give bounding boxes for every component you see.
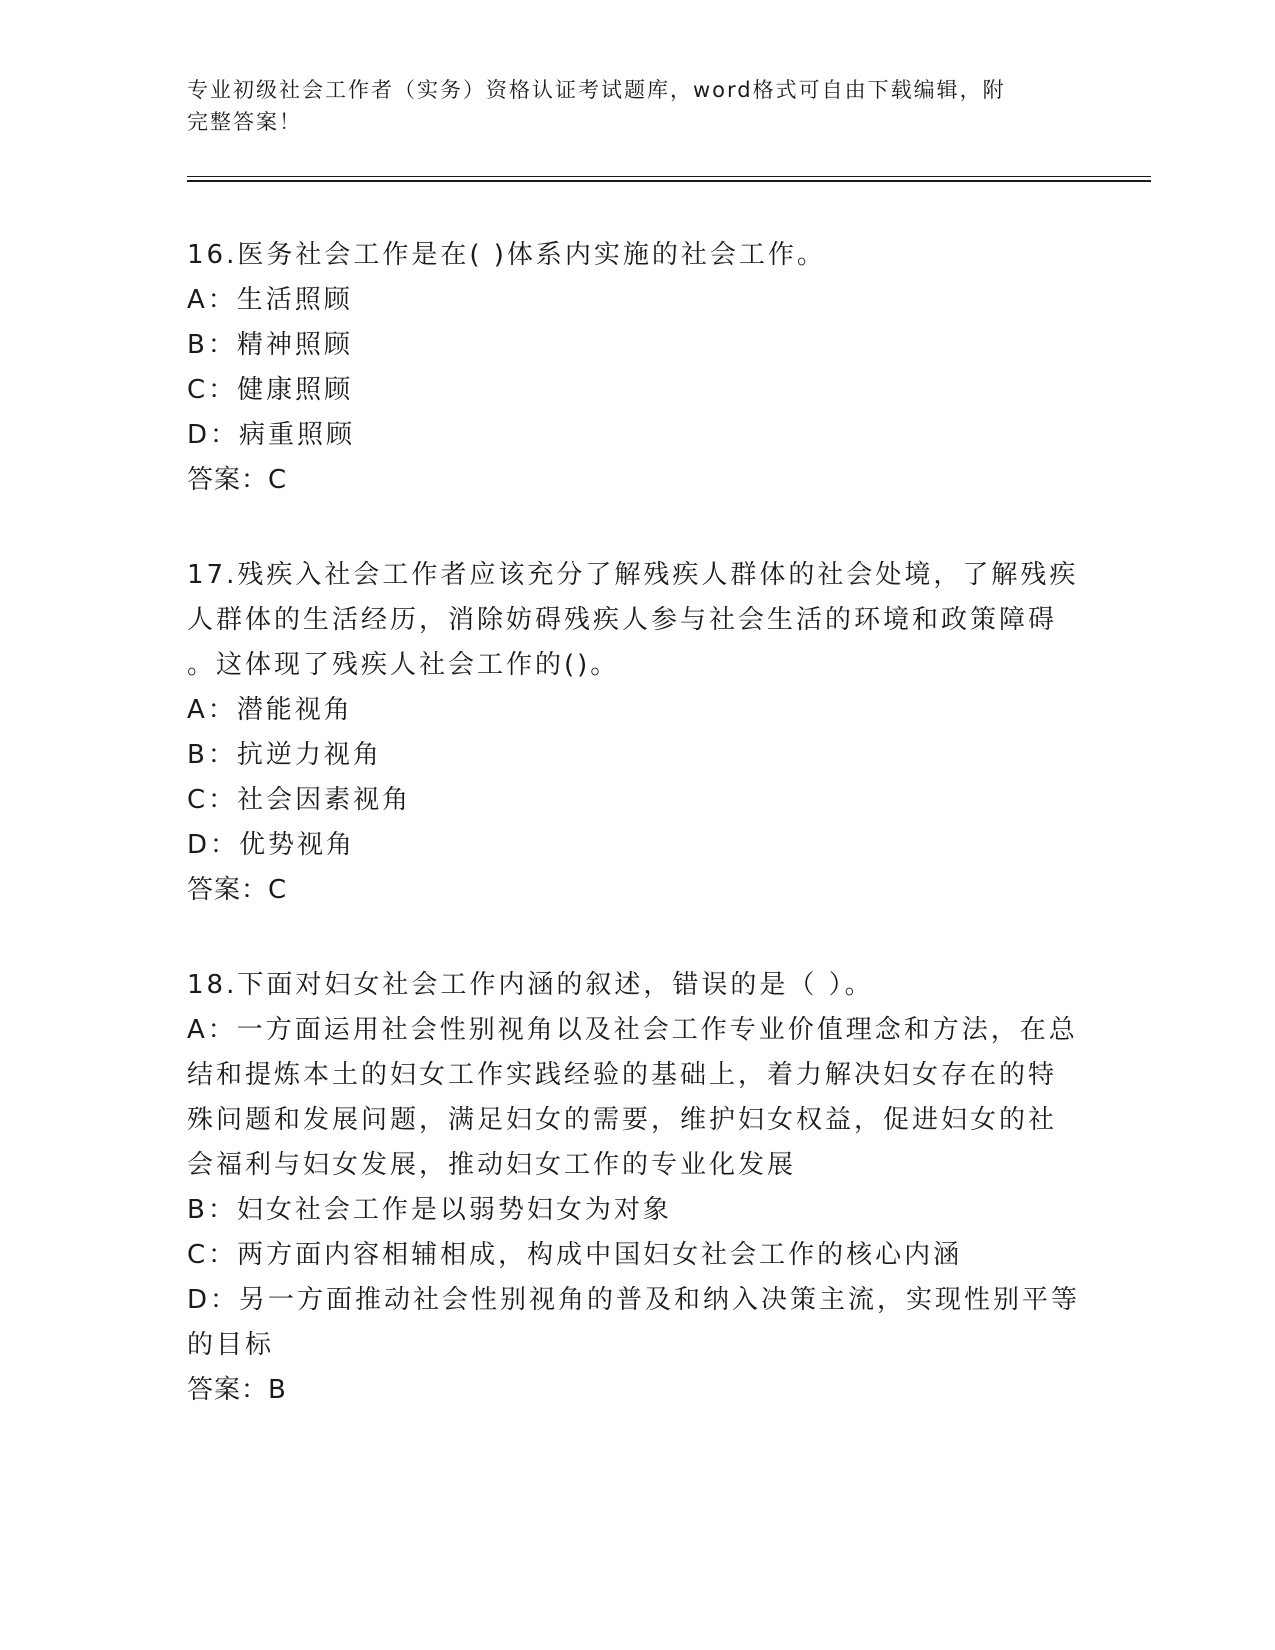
option-b: B：精神照顾: [187, 330, 353, 360]
question-stem-line: 16.医务社会工作是在( )体系内实施的社会工作。: [187, 240, 826, 270]
option-d: D：另一方面推动社会性别视角的普及和纳入决策主流，实现性别平等: [187, 1285, 1081, 1315]
option-d: D：优势视角: [187, 830, 356, 860]
answer-line: 答案：B: [187, 1375, 287, 1405]
question-18: [187, 963, 1087, 1413]
option-c: C：健康照顾: [187, 375, 354, 405]
option-c: C：两方面内容相辅相成，构成中国妇女社会工作的核心内涵: [187, 1240, 963, 1270]
option-a-continued: 结和提炼本土的妇女工作实践经验的基础上，着力解决妇女存在的特: [187, 1060, 1058, 1090]
option-d: D：病重照顾: [187, 420, 356, 450]
option-d-continued: 的目标: [187, 1330, 275, 1360]
question-16: [187, 233, 1087, 503]
option-a: A：一方面运用社会性别视角以及社会工作专业价值理念和方法，在总: [187, 1015, 1078, 1045]
question-17: [187, 553, 1087, 913]
option-a: A：生活照顾: [187, 285, 353, 315]
question-stem-line: 人群体的生活经历，消除妨碍残疾人参与社会生活的环境和政策障碍: [187, 605, 1058, 635]
question-stem-line: 18.下面对妇女社会工作内涵的叙述，错误的是（ ）。: [187, 970, 874, 1000]
page-header: [187, 74, 1067, 138]
option-a-continued: 会福利与妇女发展，推动妇女工作的专业化发展: [187, 1150, 797, 1180]
option-a-continued: 殊问题和发展问题，满足妇女的需要，维护妇女权益，促进妇女的社: [187, 1105, 1058, 1135]
answer-line: 答案：C: [187, 875, 288, 905]
header-line-1: 专业初级社会工作者（实务）资格认证考试题库，word格式可自由下载编辑，附: [187, 78, 1006, 102]
header-divider: [187, 176, 1151, 182]
question-stem-line: 17.残疾入社会工作者应该充分了解残疾人群体的社会处境，了解残疾: [187, 560, 1079, 590]
answer-line: 答案：C: [187, 465, 288, 495]
option-b: B：妇女社会工作是以弱势妇女为对象: [187, 1195, 672, 1225]
option-b: B：抗逆力视角: [187, 740, 382, 770]
option-c: C：社会因素视角: [187, 785, 412, 815]
option-a: A：潜能视角: [187, 695, 353, 725]
question-stem-line: 。这体现了残疾人社会工作的()。: [187, 650, 620, 680]
header-line-2: 完整答案！: [187, 110, 302, 134]
